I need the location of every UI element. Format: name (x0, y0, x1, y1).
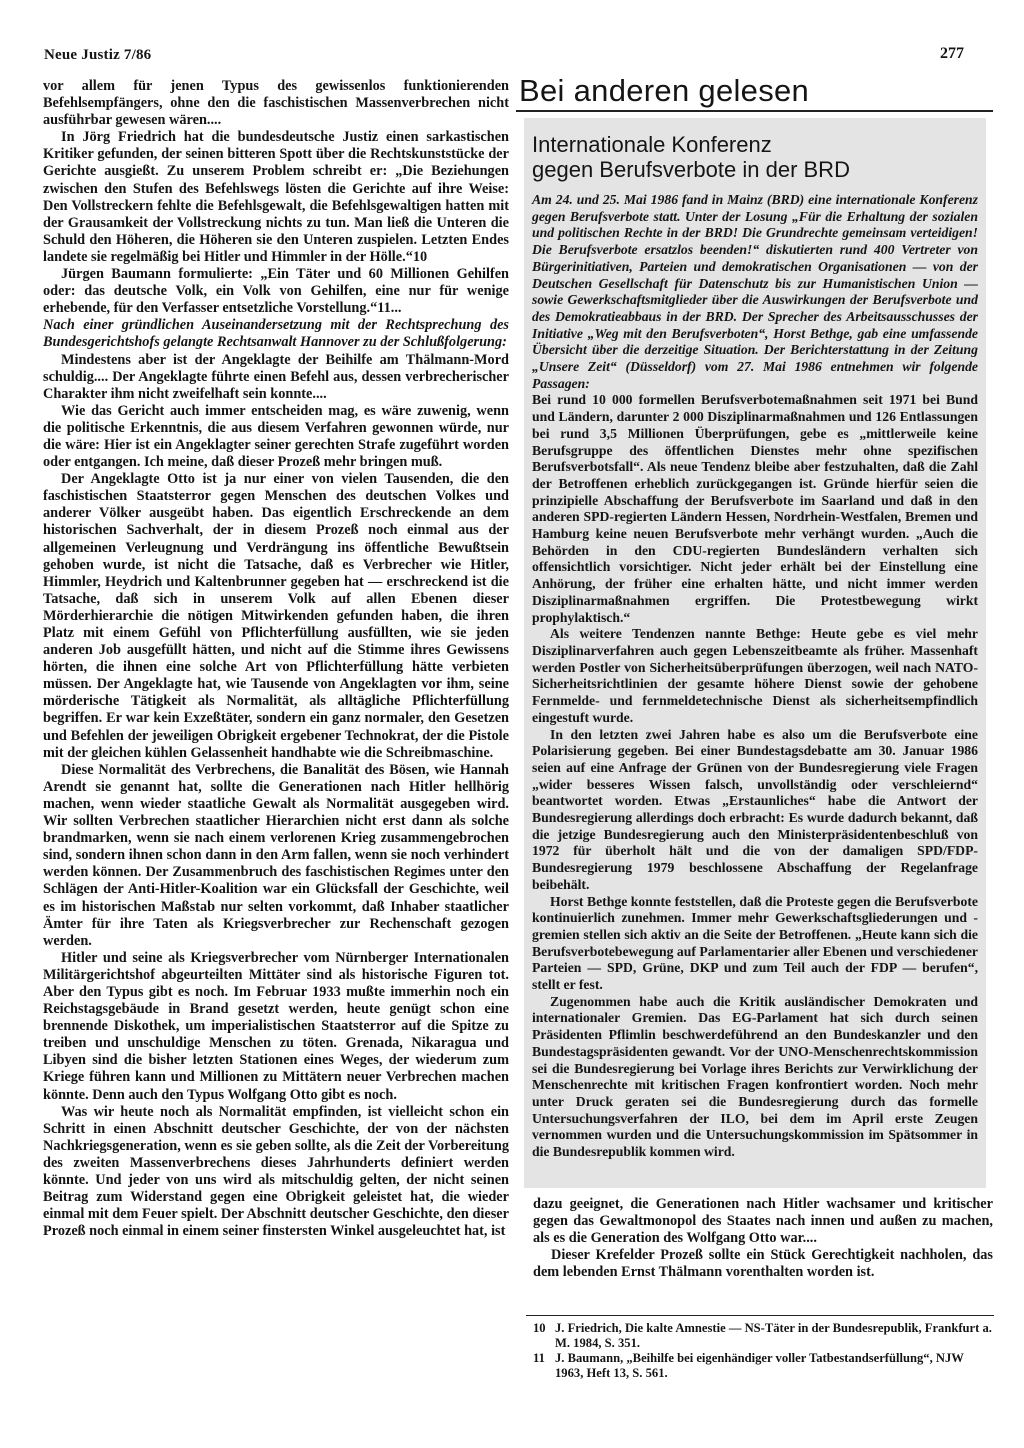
box-paragraph-2: Bei rund 10 000 formellen Berufsverbotemaßnahmen seit 1971 bei Bund und Ländern, darunter 2 000 Disziplinarmaßnahmen und 126 Entlassungen bei rund 3,5 Millionen Überprüfungen, gebe es „mittlerweile keine Berufsgruppe des öffentlichen Dienstes mehr ohne spezifischen Berufsverbotsfall“. Als neue Tendenz bleibe aber festzuhalten, daß die Zahl der Betroffenen erheblich zurückgegangen ist. Gründe hierfür seien die prinzipielle Abschaffung der Berufsverbote im Saarland und daß in den anderen SPD-regierten Ländern Hessen, Nordrhein-Westfalen, Bremen und Hamburg keine neuen Berufsverbote mehr verhängt wurden. „Auch die Behörden in den CDU-regierten Bundesländern verhalten sich offensichtlich vorsichtiger. Nicht jeder erhält bei der Einstellung eine Anhörung, der früher eine erhalten hätte, und nicht immer werden Disziplinarmaßnahmen ergriffen. Die Protestbewegung wirkt prophylaktisch.“ (532, 392, 978, 625)
left-paragraph-6: Wie das Gericht auch immer entscheiden mag, es wäre zuwenig, wenn die politische Erkenntnis, die aus diesem Verfahren gewonnen würde, nur die wäre: Hier ist ein Angeklagter seiner gerechten Strafe zugeführt worden oder entgangen. Ich meine, daß dieser Prozeß mehr bringen muß. (43, 402, 509, 471)
running-header: Neue Justiz 7/86 (44, 47, 152, 63)
right-lower-column (533, 1196, 993, 1316)
left-column (43, 78, 509, 1376)
left-paragraph-3: Jürgen Baumann formulierte: „Ein Täter und 60 Millionen Gehilfen oder: das deutsche Volk, ein Volk von Gehilfen, eine nur für wenige erhebende, für den Verfasser entsetzliche Vorstellung.“11... (43, 266, 509, 317)
footnote-rule (526, 1315, 994, 1316)
left-paragraph-4: Nach einer gründlichen Auseinandersetzung mit der Rechtsprechung des Bundesgerichtshofs gelangte Rechtsanwalt Hannover zu der Schlußfolgerung: (43, 317, 509, 351)
footnote-text: J. Baumann, „Beihilfe bei eigenhändiger voller Tatbestandserfüllung“, NJW 1963, Heft 13, S. 561. (555, 1351, 964, 1380)
page-number: 277 (940, 45, 964, 62)
box-paragraph-1: Am 24. und 25. Mai 1986 fand in Mainz (BRD) eine internationale Konferenz gegen Berufsverbote statt. Unter der Losung „Für die Erhaltung der sozialen und politischen Rechte in der BRD! Die Grundrechte gemeinsam verteidigen! Die Berufsverbote ersatzlos beenden!“ diskutierten rund 400 Vertreter von Bürgerinitiativen, Parteien und demokratischen Organisationen — von der Deutschen Gesellschaft für Datenschutz bis zur Humanistischen Union — sowie Gewerkschaftsmitglieder über die Auswirkungen der Berufsverbote und des Demokratieabbaus in der BRD. Der Sprecher des Arbeitsausschusses der Initiative „Weg mit den Berufsverboten“, Horst Bethge, gab eine umfassende Übersicht über die derzeitige Situation. Der Berichterstattung in der Zeitung „Unsere Zeit“ (Düsseldorf) vom 27. Mai 1986 entnehmen wir folgende Passagen: (532, 192, 978, 391)
left-paragraph-1: vor allem für jenen Typus des gewissenlos funktionierenden Befehlsempfängers, ohne den die faschistischen Massenverbrechen nicht ausführbar gewesen wären.... (43, 78, 509, 129)
box-paragraph-5: Horst Bethge konnte feststellen, daß die Proteste gegen die Berufsverbote kontinuierlich zunehmen. Immer mehr Gewerkschaftsgliederungen und -gremien stellen sich aktiv an die Seite der Betroffenen. „Heute kann sich die Berufsverbotebewegung auf Parlamentarier aller Ebenen und verschiedener Parteien — SPD, Grüne, DKP und zum Teil auch der FDP — berufen“, stellt er fest. (532, 893, 978, 993)
footnote-item (533, 1351, 993, 1381)
left-paragraph-10: Was wir heute noch als Normalität empfinden, ist vielleicht schon ein Schritt in einen Abschnitt deutscher Geschichte, der von der nächsten Nachkriegsgeneration, wenn es sie geben sollte, als die Zeit der Vorbereitung des zweiten Massenverbrechens dieses Jahrhunderts definiert werden könnte. Und jeder von uns wird als mitschuldig gelten, der nicht seinen Beitrag zum Widerstand gegen eine Obrigkeit geleistet hat, die wieder einmal mit dem Feuer spielt. Der Abschnitt deutscher Geschichte, den dieser Prozeß noch einmal in einem seiner finstersten Winkel ausgeleuchtet hat, ist (43, 1103, 509, 1240)
box-title-line-1: Internationale Konferenz (532, 132, 772, 157)
box-body (532, 192, 978, 1161)
left-paragraph-2: In Jörg Friedrich hat die bundesdeutsche Justiz einen sarkastischen Kritiker gefunden, der seinen bitteren Spott über die Rechtskunststücke der Gerichte ausgießt. Zu unserem Problem schreibt er: „Die Beziehungen zwischen den Stufen des Befehlswegs lösten die Gerichte auf ihre Weise: Den Vollstreckern fehlte die Befehlsgewalt, die Befehlsgewaltigen hatten mit der Grausamkeit der Vollstreckung nichts zu tun. Man ließ die Unteren die Schuld den Höheren, die Höheren sie den Unteren zuspielen. Letzten Endes landete sie regelmäßig bei Hitler und Himmler in der Hölle.“10 (43, 129, 509, 265)
section-rule (516, 110, 993, 112)
left-paragraph-7: Der Angeklagte Otto ist ja nur einer von vielen Tausenden, die den faschistischen Staatsterror gegen Menschen des deutschen Volkes und anderer Völker ausgeübt haben. Das eigentlich Erschreckende an dem historischen Sachverhalt, der in diesem Prozeß noch einmal aus der allgemeinen Verleugnung und Verdrängung ins öffentliche Bewußtsein gehoben wurde, ist nicht die Tatsache, daß es Verbrecher wie Hitler, Himmler, Heydrich und Kaltenbrunner gegeben hat — erschreckend ist die Tatsache, daß sich in unserem Volk auf allen Ebenen dieser Mörderhierarchie die nötigen Mitwirkenden gefunden haben, die ihren Platz mit einem Gefühl von Pflichterfüllung ausfüllten, wie sie jeden anderen Job ausgefüllt hätten, und nicht auf die Stimme ihres Gewissens hörten, die ihnen eine solche Art von Pflichterfüllung hätte verbieten müssen. Der Angeklagte hat, wie Tausende von Angeklagten vor ihm, seine mörderische Tätigkeit als Normalität, als alltägliche Pflichterfüllung begriffen. Er war kein Exzeßtäter, sondern ein ganz normaler, den Gesetzen und Befehlen der jeweiligen Obrigkeit ergebener Technokrat, der die Pistole mit der gleichen kühlen Gelassenheit handhabte wie die Schreibmaschine. (43, 471, 509, 761)
section-title: Bei anderen gelesen (519, 73, 810, 108)
sidebar-box (524, 118, 986, 1188)
right-paragraph-2: Dieser Krefelder Prozeß sollte ein Stück Gerechtigkeit nachholen, das dem lebenden Ernst Thälmann vorenthalten worden ist. (533, 1247, 993, 1281)
box-title (532, 132, 978, 182)
right-paragraph-1: dazu geeignet, die Generationen nach Hitler wachsamer und kritischer gegen das Gewaltmonopol des Staates nach innen und außen zu machen, als es die Generation des Wolfgang Otto war.... (533, 1196, 993, 1247)
left-paragraph-9: Hitler und seine als Kriegsverbrecher vom Nürnberger Internationalen Militärgerichtshof abgeurteilten Mittäter sind als historische Figuren tot. Aber den Typus gibt es noch. Im Februar 1933 mußte immerhin noch ein Reichstagsgebäude in Brand gesetzt werden, heute genügt schon eine brennende Diskothek, um imperialistischen Staatsterror auf die Spitze zu treiben und unschuldige Menschen zu töten. Grenada, Nikaragua und Libyen sind die bisher letzten Stationen eines Weges, der wiederum zum Kriege führen kann und Millionen zu Mittätern neuer Verbrechen machen könnte. Denn auch den Typus Wolfgang Otto gibt es noch. (43, 949, 509, 1103)
left-paragraph-5: Mindestens aber ist der Angeklagte der Beihilfe am Thälmann-Mord schuldig.... Der Angeklagte führte einen Befehl aus, dessen verbrecherischer Charakter ihm nicht zweifelhaft sein konnte.... (43, 351, 509, 402)
box-title-line-2: gegen Berufsverbote in der BRD (532, 157, 850, 182)
footnotes (533, 1321, 993, 1381)
box-paragraph-4: In den letzten zwei Jahren habe es also um die Berufsverbote eine Polarisierung gegeben. Bei einer Bundestagsdebatte am 30. Januar 1986 seien auf eine Anfrage der Grünen von der Bundesregierung viele Fragen „wider besseres Wissen falsch, unvollständig oder verschleiernd“ beantwortet worden. Etwas „Erstaunliches“ habe die Antwort der Bundesregierung allerdings doch erbracht: Es wurde dadurch bekannt, daß die jetzige Bundesregierung auch den Ministerpräsidentenbeschluß von 1972 für überholt hält und die von der damaligen SPD/FDP-Bundesregierung 1979 beschlossene Abschaffung der Regelanfrage beibehält. (532, 726, 978, 892)
footnote-number: 10 (533, 1321, 546, 1335)
footnote-item (533, 1321, 993, 1351)
box-paragraph-3: Als weitere Tendenzen nannte Bethge: Heute gebe es viel mehr Disziplinarverfahren auch gegen Lebenszeitbeamte als früher. Massenhaft werden Postler von Sicherheitsüberprüfungen überzogen, weil nach NATO-Sicherheitsrichtlinien der gesamte höhere Dienst sowie der gehobene Fernmelde- und fernmeldetechnische Dienst als sicherheitsempfindlich eingestuft wurde. (532, 626, 978, 725)
footnote-number: 11 (533, 1351, 545, 1365)
left-paragraph-8: Diese Normalität des Verbrechens, die Banalität des Bösen, wie Hannah Arendt sie genannt hat, sollte die Generationen nach Hitler hellhörig machen, wenn wieder staatliche Gewalt als Normalität ausgegeben wird. Wir sollten Verbrechen staatlicher Hierarchien nicht erst dann als solche brandmarken, wenn sie nach einem verlorenen Krieg zusammengebrochen sind, sondern ihnen schon dann in den Arm fallen, wenn sie noch verhindert werden können. Der Zusammenbruch des faschistischen Regimes unter den Schlägen der Anti-Hitler-Koalition war ein Glücksfall der Geschichte, weil es im historischen Maßstab nur selten vorkommt, daß Inhaber staatlicher Ämter für ihre Taten als Kriegsverbrecher zur Rechenschaft gezogen werden. (43, 761, 509, 949)
box-paragraph-6: Zugenommen habe auch die Kritik ausländischer Demokraten und internationaler Gremien. Das EG-Parlament hat sich durch seinen Präsidenten Pflimlin beschwerdeführend an den Bundeskanzler und den Bundestagspräsidenten gewandt. Vor der UNO-Menschenrechtskommission sei die Bundesregierung bei Vorlage ihres Berichts zur Verwirklichung der Menschenrechte mit kritischen Fragen konfrontiert worden. Noch mehr unter Druck geraten sei die Bundesregierung durch das formelle Untersuchungsverfahren der ILO, bei dem im April erste Zeugen vernommen wurden und die Untersuchungskommission im Spätsommer in die Bundesrepublik kommen wird. (532, 993, 978, 1160)
footnote-text: J. Friedrich, Die kalte Amnestie — NS-Täter in der Bundesrepublik, Frankfurt a. M. 1984, S. 351. (555, 1321, 992, 1350)
